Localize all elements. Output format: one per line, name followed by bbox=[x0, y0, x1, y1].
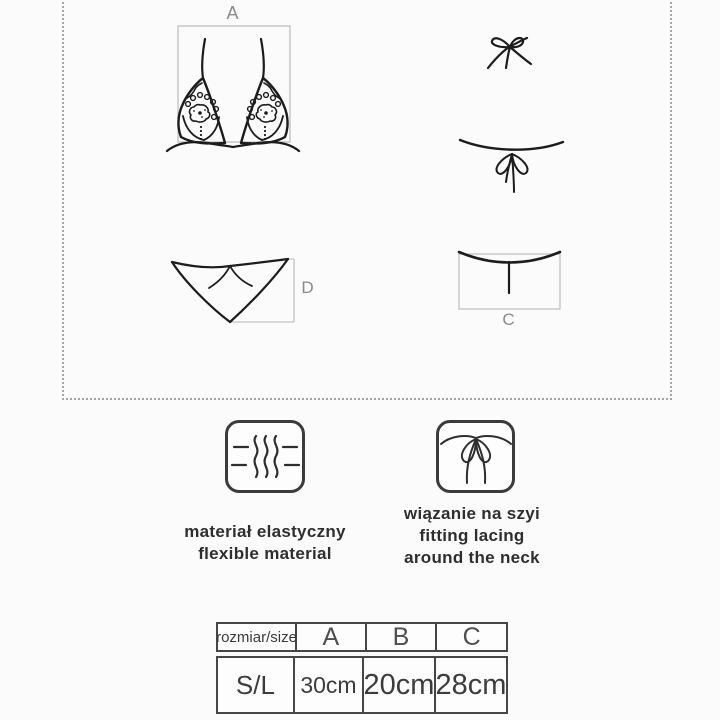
back-tie-sketch bbox=[450, 130, 570, 200]
halter-string bbox=[202, 39, 205, 78]
caption-line: materiał elastyczny bbox=[184, 522, 346, 541]
size-table-cell: 28cm bbox=[435, 668, 507, 701]
feature-caption-lacing bbox=[357, 503, 587, 569]
bottom-band-sketch bbox=[452, 248, 572, 318]
caption-line: around the neck bbox=[404, 548, 540, 567]
size-table-header-cell: C bbox=[462, 622, 481, 651]
bra-top-sketch bbox=[158, 0, 308, 160]
size-table-cell: 20cm bbox=[364, 658, 436, 712]
neck-tie-sketch bbox=[475, 28, 545, 78]
bra-band bbox=[167, 142, 299, 151]
feature-caption-elastic bbox=[150, 521, 380, 565]
size-table bbox=[216, 622, 508, 714]
size-table-header-cell: A bbox=[297, 624, 367, 650]
size-table-header-cell: B bbox=[367, 624, 438, 650]
panty-sketch bbox=[165, 252, 315, 332]
measurement-label-d: D bbox=[301, 278, 315, 297]
size-table-cell: 30cm bbox=[295, 658, 364, 712]
size-table-cell: S/L bbox=[218, 658, 295, 712]
caption-line: fitting lacing bbox=[419, 526, 525, 545]
elastic-material-icon bbox=[225, 420, 305, 493]
panty-right-edge bbox=[230, 259, 288, 322]
size-table-header-cell: rozmiar/size bbox=[218, 624, 297, 650]
panty-left-edge bbox=[172, 262, 230, 322]
size-table-header-row bbox=[216, 622, 508, 652]
panty-seam-left bbox=[209, 266, 230, 288]
neck-lacing-icon bbox=[436, 420, 515, 493]
caption-line: flexible material bbox=[198, 544, 332, 563]
product-sketch-panel bbox=[62, 0, 672, 400]
cup-seam-right bbox=[204, 117, 219, 140]
bra-right-cup bbox=[241, 39, 288, 143]
size-table-data-row bbox=[216, 656, 508, 714]
bra-left-cup bbox=[178, 39, 225, 143]
measurement-label-a: A bbox=[226, 3, 240, 23]
measurement-label-c: C bbox=[502, 310, 516, 329]
caption-line: wiązanie na szyi bbox=[403, 504, 541, 523]
panty-seam-right bbox=[230, 266, 252, 286]
